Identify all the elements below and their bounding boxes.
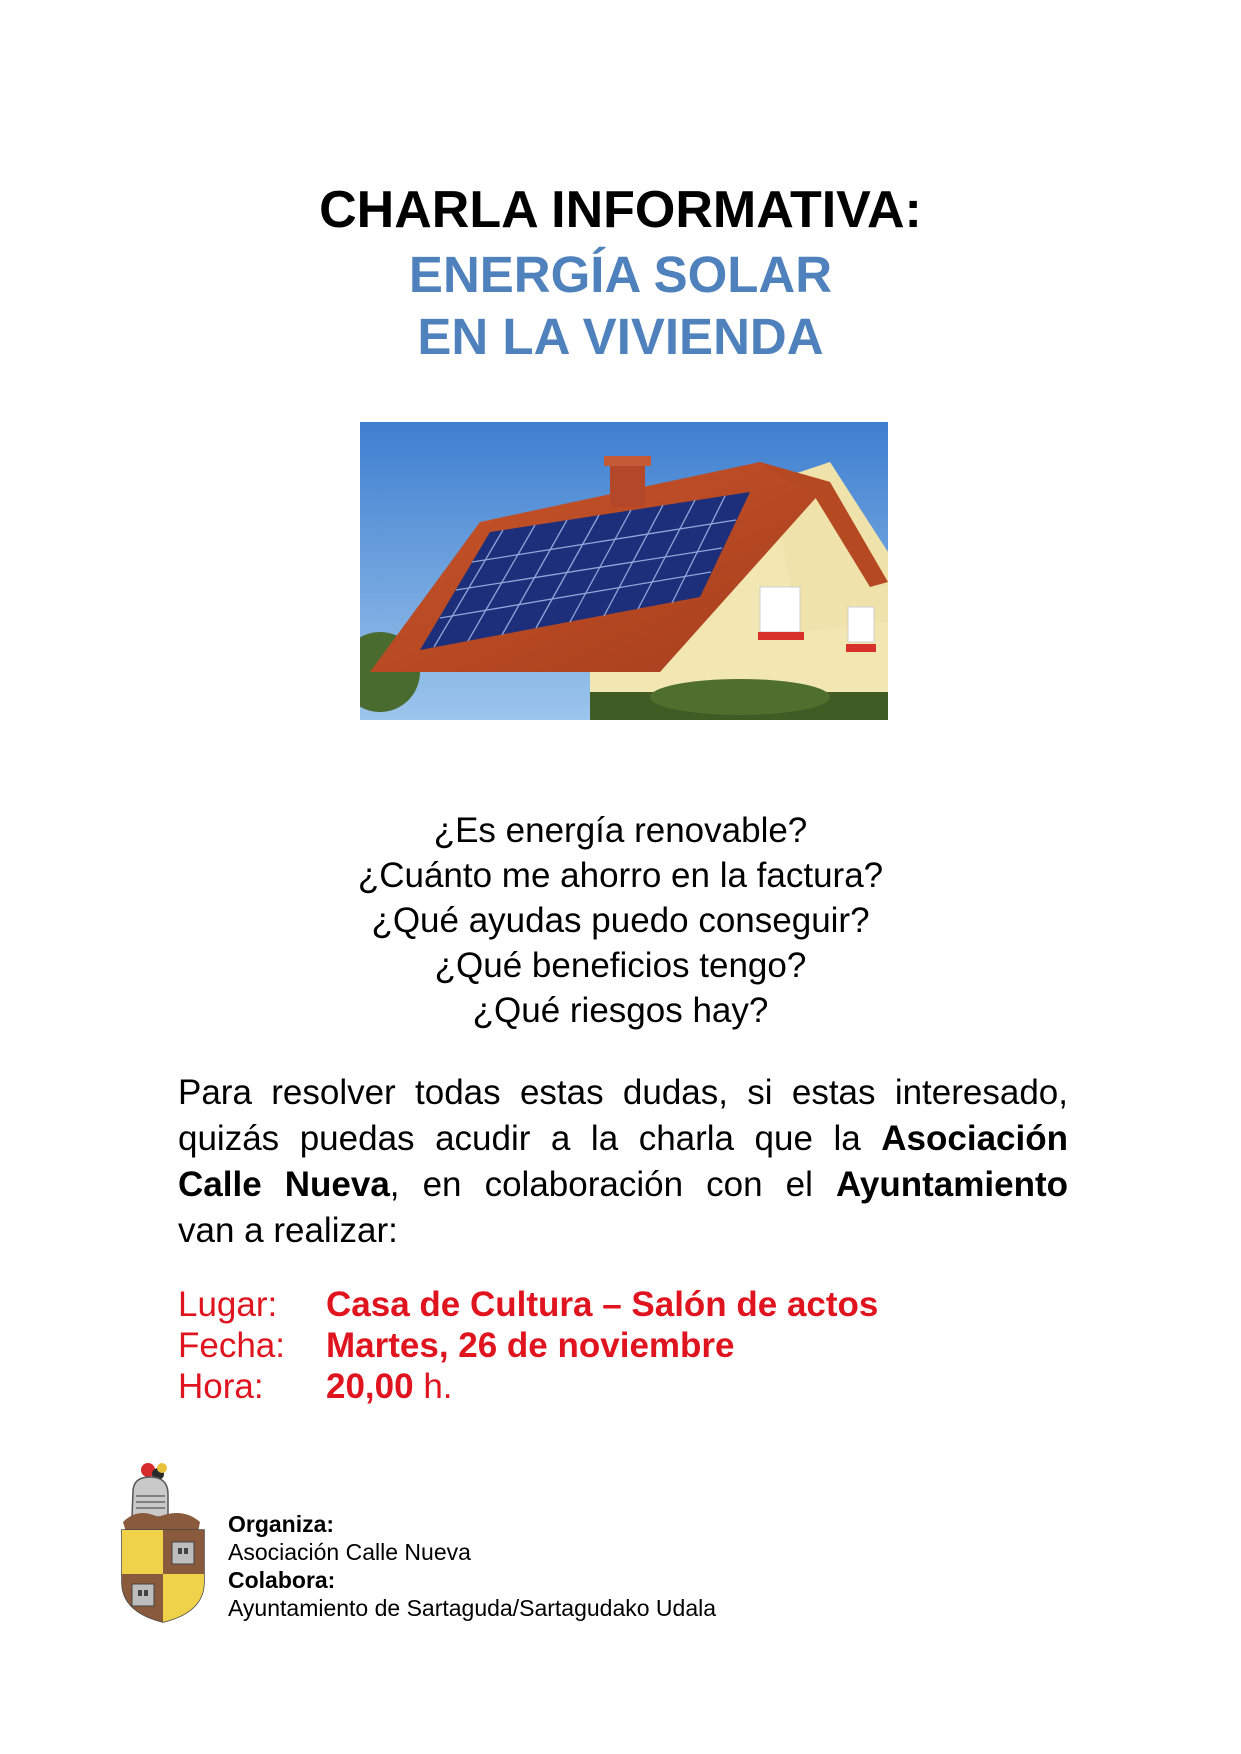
collaborator-name: Ayuntamiento de Sartaguda/Sartagudako Udala (228, 1595, 717, 1621)
event-time-row (178, 1366, 878, 1407)
event-place-row (178, 1284, 878, 1325)
poster-title: CHARLA INFORMATIVA: (319, 181, 922, 239)
solar-house-photo (360, 422, 888, 720)
paragraph-text: quizás puedas acudir a la charla que la (178, 1119, 882, 1158)
paragraph-text: , en colaboración con el (389, 1165, 836, 1204)
question-item: ¿Es energía renovable? (433, 811, 808, 850)
event-place-label: Lugar: (178, 1285, 278, 1324)
paragraph-text: van a realizar: (178, 1211, 398, 1250)
question-item: ¿Cuánto me ahorro en la factura? (357, 856, 884, 895)
event-details (178, 1284, 878, 1407)
paragraph-text: Para resolver todas estas dudas, si estas interesado, (178, 1073, 1068, 1112)
event-time-label: Hora: (178, 1367, 264, 1406)
organizer-name: Asociación Calle Nueva (228, 1539, 471, 1565)
organizer-label: Organiza: (228, 1511, 335, 1537)
town-hall-name: Ayuntamiento (835, 1165, 1068, 1204)
event-date-value: Martes, 26 de noviembre (326, 1326, 735, 1365)
association-name-part: Asociación (881, 1119, 1068, 1158)
poster-subtitle-line-1: ENERGÍA SOLAR (408, 246, 833, 303)
poster-subtitle-line-2: EN LA VIVIENDA (417, 308, 824, 365)
association-name-part: Calle Nueva (178, 1165, 390, 1204)
paragraph-line (178, 1162, 1068, 1208)
event-time-suffix: h. (413, 1367, 453, 1406)
event-place-value: Casa de Cultura – Salón de actos (326, 1285, 879, 1324)
collaborator-label: Colabora: (228, 1567, 336, 1593)
question-item: ¿Qué beneficios tengo? (434, 946, 807, 985)
event-time-wrap (326, 1366, 453, 1407)
paragraph-line (178, 1116, 1068, 1162)
question-item: ¿Qué ayudas puedo conseguir? (371, 901, 870, 940)
footer-credits (228, 1510, 716, 1622)
intro-paragraph (178, 1070, 1068, 1254)
coat-of-arms-logo (118, 1462, 208, 1627)
paragraph-line (178, 1070, 1068, 1116)
questions-list (0, 808, 1241, 1033)
paragraph-line (178, 1208, 1068, 1254)
event-date-row (178, 1325, 878, 1366)
event-date-label: Fecha: (178, 1326, 285, 1365)
event-time-value: 20,00 (326, 1367, 414, 1406)
question-item: ¿Qué riesgos hay? (472, 991, 769, 1030)
